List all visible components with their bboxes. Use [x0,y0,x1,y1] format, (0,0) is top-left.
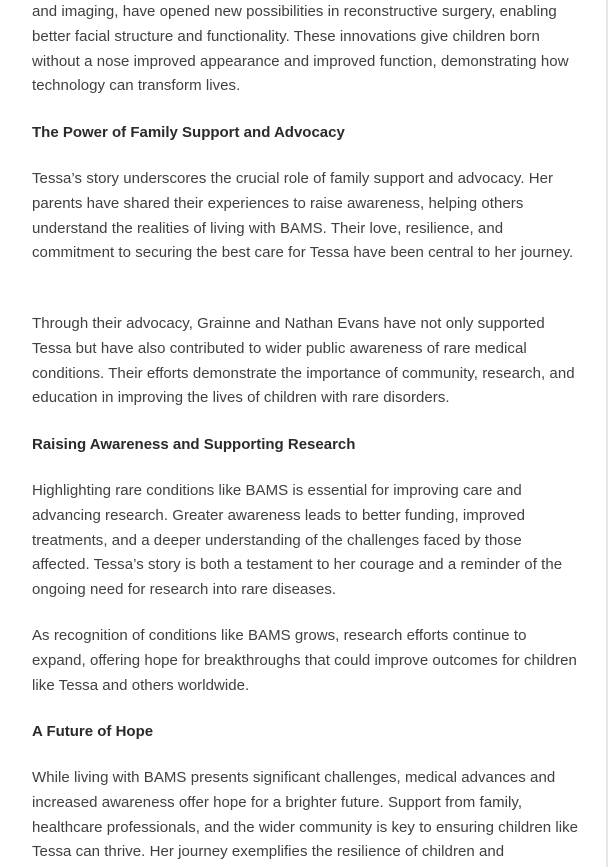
section-heading-raising-awareness: Raising Awareness and Supporting Research [32,436,356,453]
section-heading-future-of-hope: A Future of Hope [32,723,154,740]
article-paragraph: While living with BAMS presents significant challenges, medical advances and increased awareness offer hope for a brighter future. Support from family, healthcare professionals, and the wider community is key to ensuring children like Tessa can thrive. Her journey exemplifies the resilience of children and [32,769,579,861]
section-heading-family-support: The Power of Family Support and Advocacy [32,124,345,141]
article-paragraph-intro: and imaging, have opened new possibilities in reconstructive surgery, enabling better facial structure and functionality. These innovations give children born without a nose improved appearance and improved function, demonstrating how technology can transform lives. [32,3,569,95]
article-paragraph: Highlighting rare conditions like BAMS is essential for improving care and advancing research. Greater awareness leads to better funding, improved treatments, and a deeper understanding of the challenges faced by those affected. Tessa’s story is both a testament to her courage and a reminder of the ongoing need for research into rare diseases. [32,482,563,598]
article-paragraph: Tessa’s story underscores the crucial role of family support and advocacy. Her parents have shared their experiences to raise awareness, helping others understand the realities of living with BAMS. Their love, resilience, and commitment to securing the best care for Tessa have been central to her journey. [32,170,574,262]
article-paragraph: Through their advocacy, Grainne and Nathan Evans have not only supported Tessa but have also contributed to wider public awareness of rare medical conditions. Their efforts demonstrate the importance of community, research, and education in improving the lives of children with rare disorders. [32,315,575,407]
article-paragraph: As recognition of conditions like BAMS grows, research efforts continue to expand, offering hope for breakthroughs that could improve outcomes for children like Tessa and others worldwide. [32,627,577,694]
